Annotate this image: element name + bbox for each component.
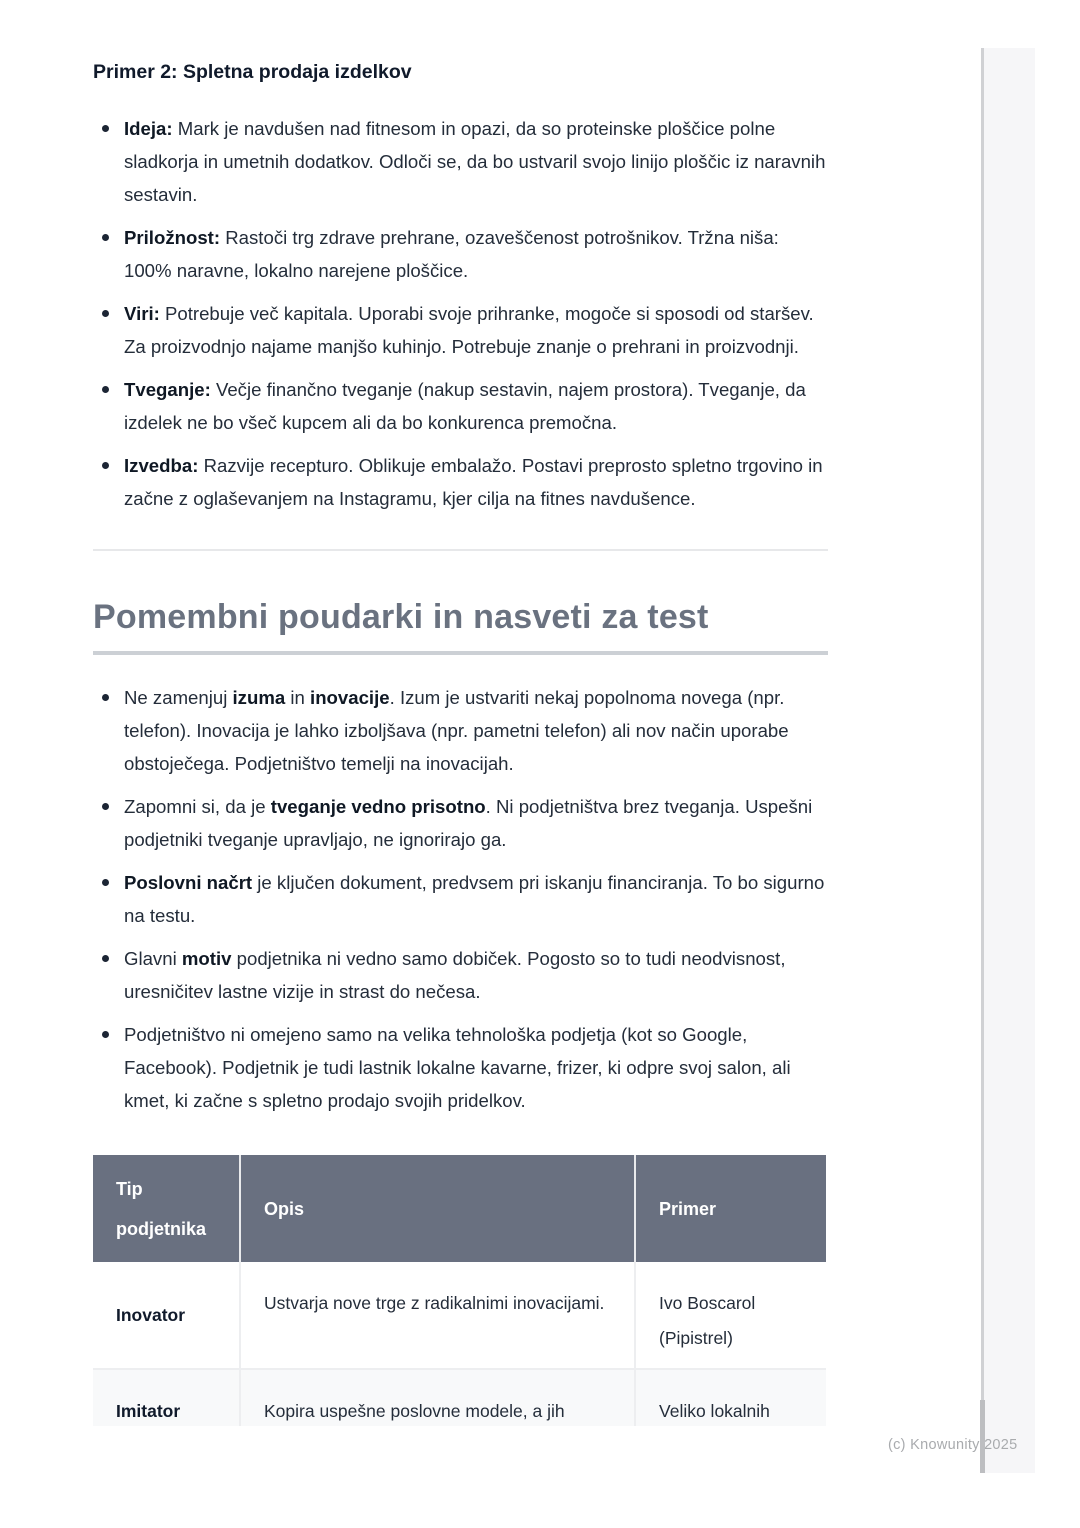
bullet-item: Zapomni si, da je tveganje vedno prisotno. Ni podjetništva brez tveganja. Uspešni podjetniki tveganje upravljajo, ne ignorirajo ga. [93, 790, 828, 856]
table-header-row [93, 1155, 826, 1262]
column-header-opis: Opis [240, 1155, 635, 1262]
bullet-item: Izvedba: Razvije recepturo. Oblikuje embalažo. Postavi preprosto spletno trgovino in začne z oglaševanjem na Instagramu, kjer cilja na fitnes navdušence. [93, 449, 828, 515]
bullet-item: Glavni motiv podjetnika ni vedno samo dobiček. Pogosto so to tudi neodvisnost, uresničitev lastne vizije in strast do nečesa. [93, 942, 828, 1008]
bullet-item: Ideja: Mark je navdušen nad fitnesom in opazi, da so proteinske ploščice polne sladkorja in umetnih dodatkov. Odloči se, da bo ustvaril svojo linijo ploščic iz naravnih sestavin. [93, 112, 828, 211]
entrepreneur-types-table-wrap [93, 1155, 826, 1426]
bullet-item: Tveganje: Večje finančno tveganje (nakup sestavin, najem prostora). Tveganje, da izdelek ne bo všeč kupcem ali da bo konkurenca premočna. [93, 373, 828, 439]
bullet-item: Priložnost: Rastoči trg zdrave prehrane, ozaveščenost potrošnikov. Tržna niša: 100% naravne, lokalno narejene ploščice. [93, 221, 828, 287]
subsection-title: Primer 2: Spletna prodaja izdelkov [93, 61, 412, 83]
table-row [93, 1262, 826, 1369]
table-cell: Veliko lokalnih [635, 1369, 826, 1426]
column-header-primer: Primer [635, 1155, 826, 1262]
table-cell: Ustvarja nove trge z radikalnimi inovacijami. [240, 1262, 635, 1369]
bullet-item: Podjetništvo ni omejeno samo na velika tehnološka podjetja (kot so Google, Facebook). Podjetnik je tudi lastnik lokalne kavarne, frizer, ki odpre svoj salon, ali kmet, ki začne s spletno prodajo svojih pridelkov. [93, 1018, 828, 1117]
bullet-item: Poslovni načrt je ključen dokument, predvsem pri iskanju financiranja. To bo sigurno na testu. [93, 866, 828, 932]
tips-bullet-list [93, 681, 828, 1117]
bullet-item: Viri: Potrebuje več kapitala. Uporabi svoje prihranke, mogoče si sposodi od staršev. Za proizvodnjo najame manjšo kuhinjo. Potrebuje znanje o prehrani in proizvodnji. [93, 297, 828, 363]
cell-entrepreneur-type: Inovator [116, 1304, 186, 1325]
bullet-item: Ne zamenjuj izuma in inovacije. Izum je ustvariti nekaj popolnoma novega (npr. telefon). Inovacija je lahko izboljšava (npr. pametni telefon) ali nov način uporabe obstoječega. Podjetništvo temelji na inovacijah. [93, 681, 828, 780]
scrollbar-track[interactable] [981, 48, 1035, 1473]
table-row [93, 1369, 826, 1426]
title-underline [93, 651, 828, 655]
cell-entrepreneur-type: Imitator [93, 1369, 240, 1426]
table-cell: Ivo Boscarol (Pipistrel) [635, 1262, 826, 1369]
section-divider [93, 549, 828, 551]
column-header-tip: Tip podjetnika [93, 1155, 240, 1262]
page-title: Pomembni poudarki in nasveti za test [93, 598, 709, 636]
copyright-watermark: (c) Knowunity 2025 [888, 1437, 1018, 1453]
document-page [93, 0, 828, 1426]
table-cell: Kopira uspešne poslovne modele, a jih [240, 1369, 635, 1426]
example-bullet-list [93, 112, 828, 515]
entrepreneur-types-table [93, 1155, 826, 1426]
